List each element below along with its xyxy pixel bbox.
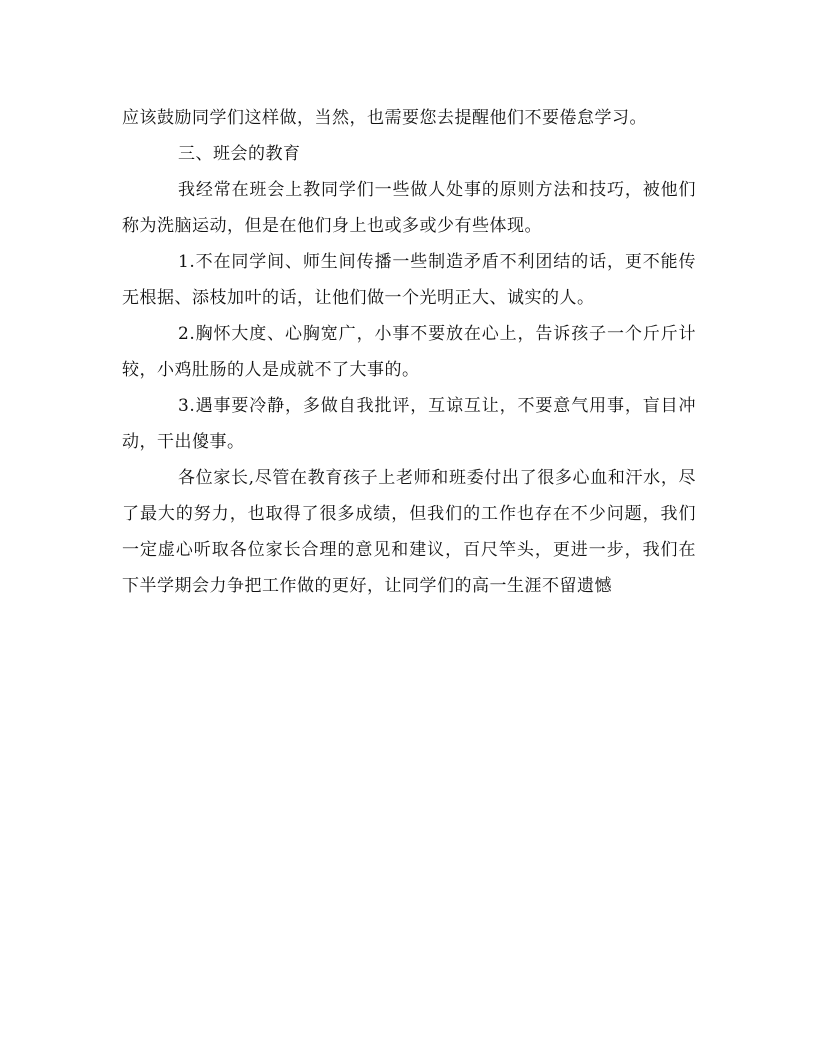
paragraph-continuation: 应该鼓励同学们这样做，当然，也需要您去提醒他们不要倦怠学习。 [122, 108, 647, 128]
list-item-1: 1.不在同学间、师生间传播一些制造矛盾不利团结的话，更不能传无根据、添枝加叶的话，让他们做一个光明正大、诚实的人。 [122, 252, 696, 308]
list-item-2: 2.胸怀大度、心胸宽广，小事不要放在心上，告诉孩子一个斤斤计较，小鸡肚肠的人是成就不了大事的。 [122, 324, 696, 380]
paragraph-closing: 各位家长,尽管在教育孩子上老师和班委付出了很多心血和汗水，尽了最大的努力，也取得了很多成绩，但我们的工作也存在不少问题，我们一定虚心听取各位家长合理的意见和建议，百尺竿头，更进一步，我们在下半学期会力争把工作做的更好，让同学们的高一生涯不留遗憾 [122, 468, 696, 596]
list-item-3: 3.遇事要冷静，多做自我批评，互谅互让，不要意气用事，盲目冲动，干出傻事。 [122, 396, 696, 452]
document-body [122, 100, 696, 604]
paragraph-intro: 我经常在班会上教同学们一些做人处事的原则方法和技巧，被他们称为洗脑运动，但是在他们身上也或多或少有些体现。 [122, 180, 696, 236]
section-heading: 三、班会的教育 [178, 144, 301, 164]
